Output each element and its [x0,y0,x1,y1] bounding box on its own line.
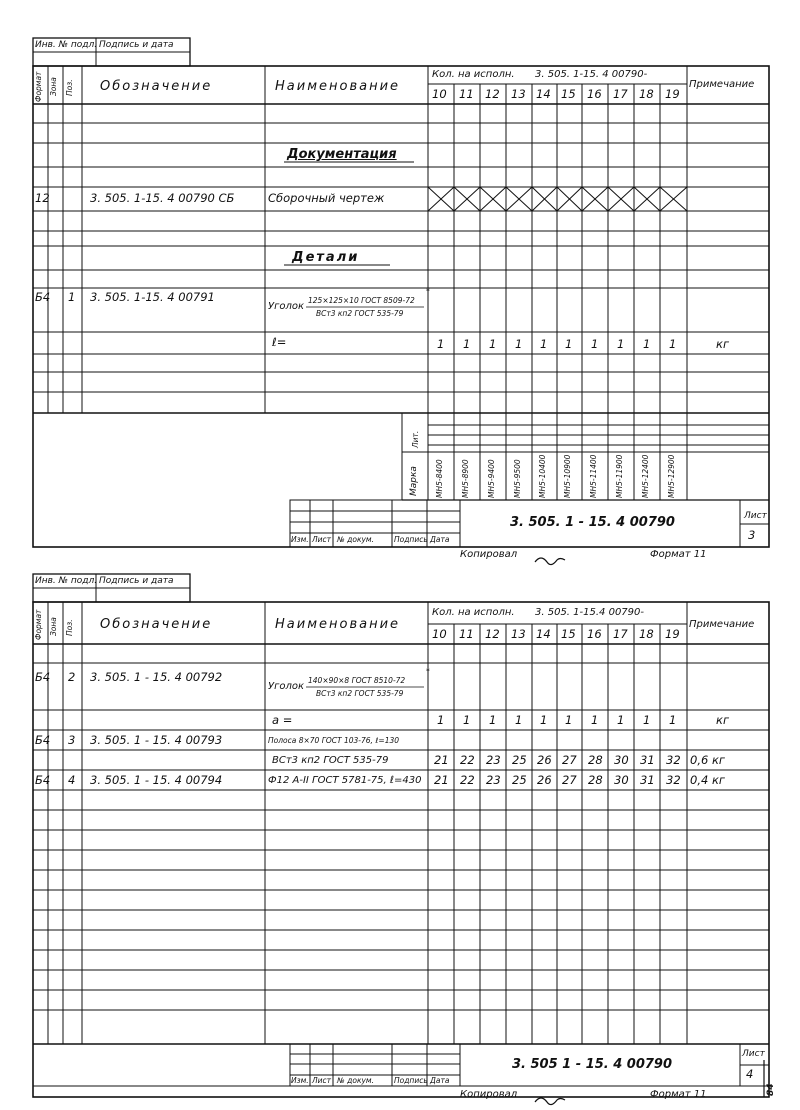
col-format-header: Формат [34,71,43,102]
len-qty-19: 1 [669,337,677,351]
part1-designation: 3. 505. 1-15. 4 00791 [90,290,215,304]
qty-col-11: 11 [459,87,474,101]
col-zone-header: Зона [49,77,58,96]
tb2-col-doc: № докум. [337,1076,374,1085]
tb2-code: 3. 505 1 - 15. 4 00790 [512,1057,673,1072]
part2-name-top: 140×90×8 ГОСТ 8510-72 [308,676,406,685]
part4-qty-15: 27 [562,773,577,787]
tb2-sheet-no: 4 [746,1067,754,1081]
qty-code: 3. 505. 1-15. 4 00790- [535,69,648,80]
tb1-sheet-label: Лист [744,511,767,521]
part4-qty-12: 23 [486,773,501,787]
tb1-col-sign: Подпись [394,535,428,544]
part2-pos: 2 [68,670,76,684]
row-a-qty-13: 1 [515,713,523,727]
qty2-col-15: 15 [561,627,576,641]
len-qty-10: 1 [437,337,445,351]
part4-qty-10: 21 [434,773,449,787]
tb1-col-doc: № докум. [337,535,374,544]
row-a-qty-15: 1 [565,713,573,727]
len-qty-12: 1 [489,337,497,351]
part3-pos: 3 [68,733,76,747]
row-steel-qty-11: 22 [460,753,475,767]
part3-designation: 3. 505. 1 - 15. 4 00793 [90,733,223,747]
qty2-col-14: 14 [536,627,551,641]
part4-qty-13: 25 [512,773,527,787]
mark-16: МН5-11400 [589,454,598,498]
part1-name-top: 125×125×10 ГОСТ 8509-72 [308,296,415,305]
part3-format: Б4 [35,733,51,747]
copied-label-1: Копировал [460,549,518,560]
page-mark: 84 [766,1083,776,1096]
part1-name-prefix: Уголок [268,301,305,312]
part1-pos: 1 [68,290,76,304]
row-a-qty-12: 1 [489,713,497,727]
part4-name: Ф12 А-II ГОСТ 5781-75, ℓ=430 [268,775,422,786]
len-qty-18: 1 [643,337,651,351]
part4-remark: 0,4 кг [690,773,725,787]
tb2-col-list: Лист [312,1076,332,1085]
row-a-qty-14: 1 [540,713,548,727]
qty-col-15: 15 [561,87,576,101]
part1-star: * [426,287,430,296]
qty2-col-13: 13 [511,627,526,641]
format-label-1: Формат 11 [650,549,707,560]
part4-qty-19: 32 [666,773,681,787]
mark-12: МН5-9400 [487,459,496,498]
qty2-col-12: 12 [485,627,500,641]
tb2-col-date: Дата [430,1076,450,1085]
doc-name: Сборочный чертеж [268,191,385,205]
row-steel-remark: 0,6 кг [690,753,725,767]
part3-name: Полоса 8×70 ГОСТ 103-76, ℓ=130 [268,736,400,745]
row-a-qty-16: 1 [591,713,599,727]
doc-format: 12 [35,191,50,205]
mark-19: МН5-12900 [667,454,676,498]
row-steel-qty-17: 30 [614,753,629,767]
mark-11: МН5-8900 [461,459,470,498]
row-steel-qty-10: 21 [434,753,449,767]
col-name-header: Наименование [275,79,401,94]
mark-14: МН5-10400 [538,454,547,498]
qty-col-14: 14 [536,87,551,101]
part4-qty-17: 30 [614,773,629,787]
part4-pos: 4 [68,773,76,787]
lit-label: Лит. [411,430,420,448]
section-parts: Детали [292,250,360,265]
col-format-header-2: Формат [34,609,43,640]
part1-name-bottom: ВСт3 кп2 ГОСТ 535-79 [316,309,404,318]
part2-designation: 3. 505. 1 - 15. 4 00792 [90,670,223,684]
row-a-qty-18: 1 [643,713,651,727]
mark-17: МН5-11900 [615,454,624,498]
qty-col-12: 12 [485,87,500,101]
part4-qty-16: 28 [588,773,603,787]
tb2-col-izm: Изм. [291,1076,309,1085]
format-label-2: Формат 11 [650,1089,707,1100]
qty2-col-11: 11 [459,627,474,641]
qty-col-16: 16 [587,87,602,101]
part4-format: Б4 [35,773,51,787]
row-a-qty-17: 1 [617,713,625,727]
row-a-remark: кг [716,713,729,727]
qty-col-19: 19 [665,87,680,101]
doc-designation: 3. 505. 1-15. 4 00790 СБ [90,191,235,205]
col-pos-header-2: Поз. [65,619,74,636]
len-qty-11: 1 [463,337,471,351]
section-documentation: Документация [287,147,397,162]
tb2-sheet-label: Лист [742,1049,765,1059]
qty-code-2: 3. 505. 1-15.4 00790- [535,607,644,618]
len-qty-17: 1 [617,337,625,351]
row-steel-qty-18: 31 [640,753,655,767]
remark-header-2: Примечание [689,619,755,630]
tb1-sheet-no: 3 [748,528,756,542]
col-zone-header-2: Зона [49,617,58,636]
qty2-col-18: 18 [639,627,654,641]
len-qty-16: 1 [591,337,599,351]
len-qty-15: 1 [565,337,573,351]
row-a-qty-10: 1 [437,713,445,727]
qty-col-10: 10 [432,87,447,101]
row-steel-name: ВСт3 кп2 ГОСТ 535-79 [272,755,389,766]
sign-label: Подпись и дата [99,40,174,50]
len-label: ℓ= [272,335,287,349]
qty-col-18: 18 [639,87,654,101]
sign-label-2: Подпись и дата [99,576,174,586]
mark-18: МН5-12400 [641,454,650,498]
tb1-code: 3. 505. 1 - 15. 4 00790 [510,515,675,530]
col-designation-header: Обозначение [100,79,213,94]
inv-label-2: Инв. № подл. [35,576,98,586]
tb1-col-list: Лист [312,535,332,544]
row-steel-qty-19: 32 [666,753,681,767]
row-steel-qty-13: 25 [512,753,527,767]
tb1-col-izm: Изм. [291,535,309,544]
row-steel-qty-14: 26 [537,753,552,767]
qty-col-17: 17 [613,87,628,101]
part4-qty-18: 31 [640,773,655,787]
len-qty-14: 1 [540,337,548,351]
col-pos-header: Поз. [65,79,74,96]
qty2-col-16: 16 [587,627,602,641]
inv-label: Инв. № подл. [35,40,98,50]
len-qty-13: 1 [515,337,523,351]
len-remark: кг [716,337,729,351]
qty-header-2: Кол. на исполн. [432,607,515,618]
tb1-col-date: Дата [430,535,450,544]
part2-format: Б4 [35,670,51,684]
row-steel-qty-16: 28 [588,753,603,767]
row-steel-qty-12: 23 [486,753,501,767]
part2-name-bottom: ВСт3 кп2 ГОСТ 535-79 [316,689,404,698]
row-steel-qty-15: 27 [562,753,577,767]
row-a-qty-11: 1 [463,713,471,727]
mark-10: МН5-8400 [435,459,444,498]
col-designation-header-2: Обозначение [100,617,213,632]
row-a-label: a = [272,713,293,727]
part4-designation: 3. 505. 1 - 15. 4 00794 [90,773,223,787]
part1-format: Б4 [35,290,51,304]
part4-qty-11: 22 [460,773,475,787]
remark-header: Примечание [689,79,755,90]
qty2-col-19: 19 [665,627,680,641]
qty2-col-17: 17 [613,627,628,641]
qty2-col-10: 10 [432,627,447,641]
row-a-qty-19: 1 [669,713,677,727]
part2-star: * [426,667,430,676]
part2-name-prefix: Уголок [268,681,305,692]
mark-13: МН5-9500 [513,459,522,498]
mark-15: МН5-10900 [563,454,572,498]
qty-col-13: 13 [511,87,526,101]
qty-header: Кол. на исполн. [432,69,515,80]
copied-label-2: Копировал [460,1089,518,1100]
tb2-col-sign: Подпись [394,1076,428,1085]
marka-label: Марка [409,466,419,496]
part4-qty-14: 26 [537,773,552,787]
col-name-header-2: Наименование [275,617,401,632]
